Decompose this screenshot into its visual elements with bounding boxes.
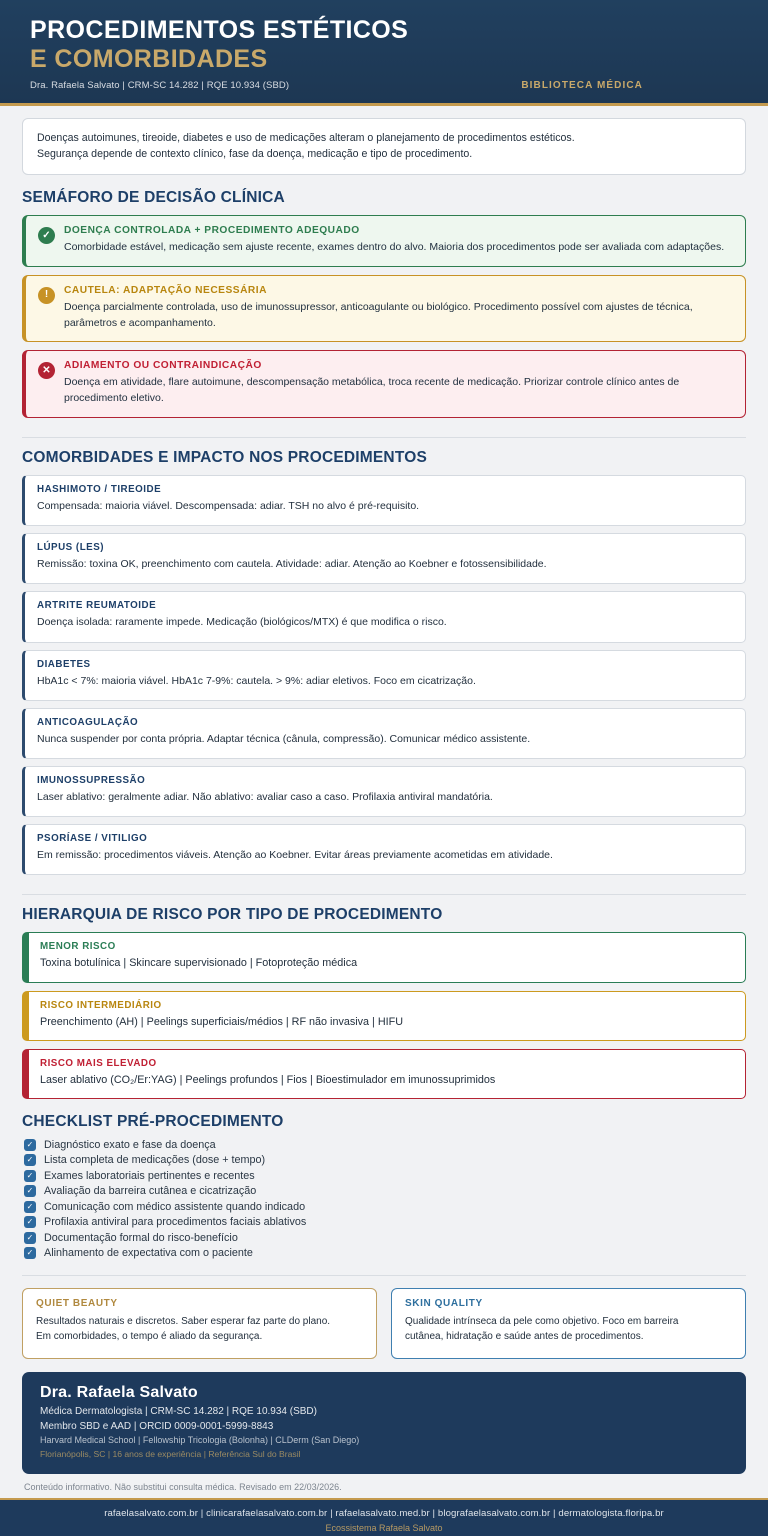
library-badge: BIBLIOTECA MÉDICA [521, 80, 643, 91]
semaforo-card-controlada [22, 215, 746, 267]
intro-box [22, 118, 746, 175]
checklist-item-label: Avaliação da barreira cutânea e cicatrização [44, 1185, 257, 1198]
risk-card-elevado [22, 1049, 746, 1099]
checklist-item-label: Alinhamento de expectativa com o paciente [44, 1247, 253, 1260]
checkbox-checked-icon[interactable]: ✓ [24, 1185, 36, 1197]
warning-icon: ! [38, 287, 55, 304]
semaforo-card-text: Doença em atividade, flare autoimune, descompensação metabólica, troca recente de medicação. Priorizar controle clínico antes de procedimento eletivo. [64, 376, 680, 405]
disclaimer-text: Conteúdo informativo. Não substitui consulta médica. Revisado em 22/03/2026. [24, 1481, 342, 1492]
checklist-list [22, 1139, 746, 1260]
author-memberships: Membro SBD e AAD | ORCID 0009-0001-5999-8843 [40, 1420, 274, 1432]
semaforo-card-text: Doença parcialmente controlada, uso de imunossupressor, anticoagulante ou biológico. Procedimento possível com ajustes de técnica, parâmetros e acompanhamento. [64, 300, 693, 329]
check-icon: ✓ [38, 227, 55, 244]
author-education: Harvard Medical School | Fellowship Tricologia (Bolonha) | CLDerm (San Diego) [40, 1435, 360, 1446]
concept-cards-row [22, 1275, 746, 1359]
checkbox-checked-icon[interactable]: ✓ [24, 1154, 36, 1166]
comorbidade-title: LÚPUS (LES) [37, 542, 105, 554]
comorbidade-text: Em remissão: procedimentos viáveis. Atenção ao Koebner. Evitar áreas previamente acometidas em atividade. [37, 849, 553, 862]
semaforo-card-title: CAUTELA: ADAPTAÇÃO NECESSÁRIA [64, 284, 267, 296]
page-title-line1: PROCEDIMENTOS ESTÉTICOS [30, 16, 409, 44]
comorbidade-card-artrite [22, 591, 746, 642]
checkbox-checked-icon[interactable]: ✓ [24, 1170, 36, 1182]
risk-items: Preenchimento (AH) | Peelings superficiais/médios | RF não invasiva | HIFU [40, 1015, 404, 1028]
checklist-item[interactable] [24, 1185, 746, 1197]
page-footer [0, 1498, 768, 1536]
author-credentials: Dra. Rafaela Salvato | CRM-SC 14.282 | RQE 10.934 (SBD) [30, 80, 290, 91]
checkbox-checked-icon[interactable]: ✓ [24, 1216, 36, 1228]
comorbidade-title: IMUNOSSUPRESSÃO [37, 775, 146, 787]
checklist-item[interactable] [24, 1247, 746, 1259]
risk-label: RISCO MAIS ELEVADO [40, 1057, 157, 1069]
checklist-item[interactable] [24, 1154, 746, 1166]
author-name: Dra. Rafaela Salvato [40, 1384, 198, 1402]
concept-card-skin-quality [391, 1288, 746, 1359]
footer-ecosystem-label: Ecossistema Rafaela Salvato [325, 1522, 443, 1533]
checkbox-checked-icon[interactable]: ✓ [24, 1201, 36, 1213]
comorbidade-text: Doença isolada: raramente impede. Medicação (biológicos/MTX) é que modifica o risco. [37, 616, 447, 629]
comorbidades-list [22, 475, 746, 876]
comorbidade-card-hashimoto [22, 475, 746, 526]
risk-items: Toxina botulínica | Skincare supervisionado | Fotoproteção médica [40, 957, 358, 970]
comorbidade-card-diabetes [22, 650, 746, 701]
author-registration: Médica Dermatologista | CRM-SC 14.282 | RQE 10.934 (SBD) [40, 1406, 317, 1418]
header-meta-row [30, 80, 738, 91]
checklist-item[interactable] [24, 1201, 746, 1213]
page-title-line2: E COMORBIDADES [30, 45, 268, 73]
checklist-item[interactable] [24, 1216, 746, 1228]
comorbidade-card-imunossupressao [22, 766, 746, 817]
comorbidade-title: HASHIMOTO / TIREOIDE [37, 483, 162, 495]
checklist-item-label: Exames laboratoriais pertinentes e recentes [44, 1169, 255, 1182]
author-location: Florianópolis, SC | 16 anos de experiência | Referência Sul do Brasil [40, 1448, 301, 1459]
concept-text-line1: Qualidade intrínseca da pele como objetivo. Foco em barreira [405, 1316, 679, 1328]
footer-website-links[interactable]: rafaelasalvato.com.br | clinicarafaelasalvato.com.br | rafaelasalvato.med.br | blografaelasalvato.com.br | dermatologista.floripa.br [104, 1507, 664, 1519]
checklist-item-label: Profilaxia antiviral para procedimentos faciais ablativos [44, 1216, 307, 1229]
risk-card-menor [22, 932, 746, 982]
semaforo-card-title: ADIAMENTO OU CONTRAINDICAÇÃO [64, 360, 262, 372]
comorbidade-card-lupus [22, 533, 746, 584]
section-heading-comorbidades: COMORBIDADES E IMPACTO NOS PROCEDIMENTOS [22, 437, 746, 467]
close-icon: ✕ [38, 362, 55, 379]
risk-card-intermediario [22, 991, 746, 1041]
checklist-item[interactable] [24, 1139, 746, 1151]
semaforo-card-body-wrap [64, 225, 724, 256]
comorbidade-card-anticoagulacao [22, 708, 746, 759]
checklist-item-label: Comunicação com médico assistente quando indicado [44, 1200, 306, 1213]
concept-text-line1: Resultados naturais e discretos. Saber esperar faz parte do plano. [36, 1316, 331, 1328]
semaforo-card-body-wrap [64, 285, 733, 332]
comorbidade-text: Laser ablativo: geralmente adiar. Não ablativo: avaliar caso a caso. Profilaxia antiviral mandatória. [37, 791, 493, 804]
risk-items: Laser ablativo (CO₂/Er:YAG) | Peelings profundos | Fios | Bioestimulador em imunossuprimidos [40, 1073, 496, 1086]
section-heading-hierarquia: HIERARQUIA DE RISCO POR TIPO DE PROCEDIMENTO [22, 894, 746, 924]
semaforo-card-cautela [22, 275, 746, 343]
checklist-item-label: Diagnóstico exato e fase da doença [44, 1138, 216, 1151]
checklist-item-label: Lista completa de medicações (dose + tempo) [44, 1154, 266, 1167]
semaforo-card-title: DOENÇA CONTROLADA + PROCEDIMENTO ADEQUADO [64, 225, 360, 237]
comorbidade-title: ANTICOAGULAÇÃO [37, 716, 139, 728]
risk-label: RISCO INTERMEDIÁRIO [40, 999, 162, 1011]
concept-text-line2: Em comorbidades, o tempo é aliado da segurança. [36, 1331, 263, 1343]
checkbox-checked-icon[interactable]: ✓ [24, 1247, 36, 1259]
page-header [0, 0, 768, 106]
comorbidade-card-psoriase [22, 824, 746, 875]
checklist-item[interactable] [24, 1232, 746, 1244]
concept-title: QUIET BEAUTY [36, 1298, 118, 1310]
comorbidade-text: Nunca suspender por conta própria. Adaptar técnica (cânula, compressão). Comunicar médico assistente. [37, 732, 531, 745]
risk-hierarchy-list [22, 932, 746, 1098]
semaforo-card-body-wrap [64, 360, 733, 407]
checkbox-checked-icon[interactable]: ✓ [24, 1232, 36, 1244]
checklist-item-label: Documentação formal do risco-benefício [44, 1231, 238, 1244]
semaforo-list [22, 215, 746, 418]
comorbidade-text: Compensada: maioria viável. Descompensada: adiar. TSH no alvo é pré-requisito. [37, 499, 420, 512]
checklist-item[interactable] [24, 1170, 746, 1182]
comorbidade-title: ARTRITE REUMATOIDE [37, 600, 157, 612]
risk-label: MENOR RISCO [40, 941, 116, 953]
intro-line-2: Segurança depende de contexto clínico, fase da doença, medicação e tipo de procedimento. [37, 148, 473, 161]
concept-title: SKIN QUALITY [405, 1298, 483, 1310]
main-content [0, 106, 768, 1498]
intro-line-1: Doenças autoimunes, tireoide, diabetes e uso de medicações alteram o planejamento de procedimentos estéticos. [37, 132, 575, 144]
comorbidade-text: HbA1c < 7%: maioria viável. HbA1c 7-9%: cautela. > 9%: adiar eletivos. Foco em cicatrização. [37, 674, 476, 687]
section-heading-checklist: CHECKLIST PRÉ-PROCEDIMENTO [22, 1112, 284, 1130]
concept-card-quiet-beauty [22, 1288, 377, 1359]
semaforo-card-adiamento [22, 350, 746, 418]
semaforo-card-text: Comorbidade estável, medicação sem ajuste recente, exames dentro do alvo. Maioria dos procedimentos pode ser avaliada com adaptações. [64, 241, 725, 254]
checkbox-checked-icon[interactable]: ✓ [24, 1139, 36, 1151]
author-signature-card [22, 1372, 746, 1473]
comorbidade-text: Remissão: toxina OK, preenchimento com cautela. Atividade: adiar. Atenção ao Koebner e fotossensibilidade. [37, 558, 547, 571]
section-heading-semaforo: SEMÁFORO DE DECISÃO CLÍNICA [22, 189, 285, 207]
concept-text-line2: cutânea, hidratação e saúde antes de procedimentos. [405, 1331, 644, 1343]
comorbidade-title: PSORÍASE / VITILIGO [37, 833, 148, 845]
comorbidade-title: DIABETES [37, 658, 91, 670]
